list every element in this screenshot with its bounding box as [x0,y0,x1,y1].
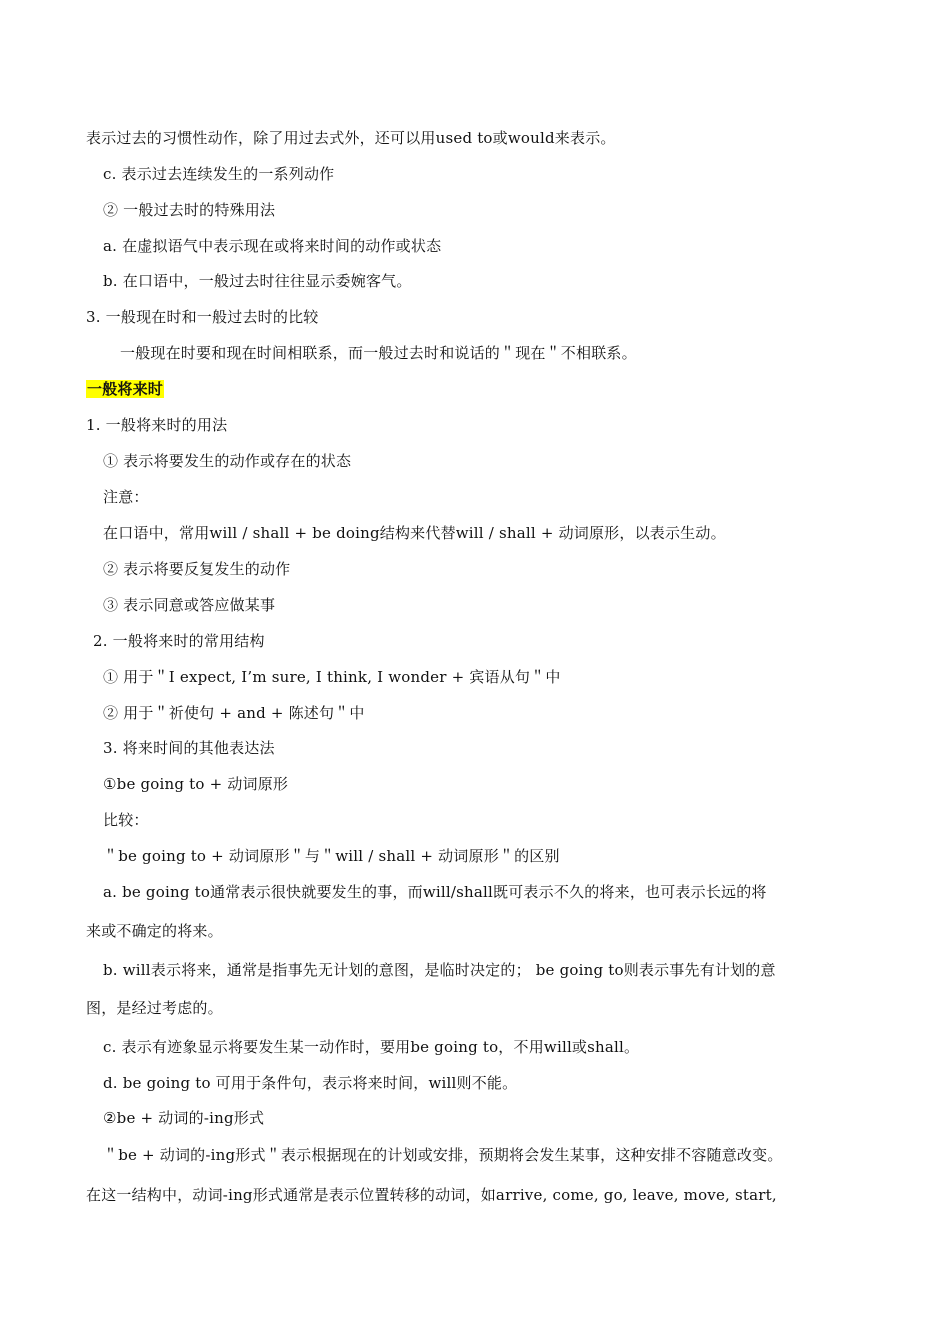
text-line: 来或不确定的将来。 [86,922,223,940]
text-line: ②be + 动词的-ing形式 [103,1109,265,1127]
text-line: 在口语中，常用will / shall + be doing结构来代替will / shall + 动词原形，以表示生动。 [103,524,726,542]
text-line: 表示过去的习惯性动作，除了用过去式外，还可以用used to或would来表示。 [86,129,616,147]
text-line: 2. 一般将来时的常用结构 [93,632,265,650]
text-line: ＂be going to + 动词原形＂与＂will / shall + 动词原形＂的区别 [103,847,560,865]
text-line: 3. 一般现在时和一般过去时的比较 [86,308,319,326]
text-line: c. 表示有迹象显示将要发生某一动作时，要用be going to，不用will或shall。 [103,1038,640,1056]
text-line: 3. 将来时间的其他表达法 [103,739,275,757]
text-line: 在这一结构中，动词-ing形式通常是表示位置转移的动词，如arrive, come, go, leave, move, start, [86,1186,777,1204]
text-line: ② 一般过去时的特殊用法 [103,201,276,219]
text-line: ＂be + 动词的-ing形式＂表示根据现在的计划或安排，预期将会发生某事，这种安排不容随意改变。 [103,1146,783,1164]
text-line: 注意： [103,488,149,506]
text-line: a. 在虚拟语气中表示现在或将来时间的动作或状态 [103,237,442,255]
text-line: ② 用于＂祈使句 + and + 陈述句＂中 [103,704,365,722]
text-line: ③ 表示同意或答应做某事 [103,596,276,614]
section-heading [86,379,164,399]
text-line: 比较： [103,811,149,829]
text-line: 图，是经过考虑的。 [86,999,223,1017]
text-line: ①be going to + 动词原形 [103,775,289,793]
text-line: d. be going to 可用于条件句，表示将来时间，will则不能。 [103,1074,518,1092]
text-line: 1. 一般将来时的用法 [86,416,228,434]
text-line: b. will表示将来，通常是指事先无计划的意图，是临时决定的； be going to则表示事先有计划的意 [103,961,776,979]
text-line: c. 表示过去连续发生的一系列动作 [103,165,335,183]
text-line: 一般现在时要和现在时间相联系，而一般过去时和说话的＂现在＂不相联系。 [120,344,637,362]
text-line: a. be going to通常表示很快就要发生的事，而will/shall既可表示不久的将来，也可表示长远的将 [103,883,767,901]
text-line: b. 在口语中，一般过去时往往显示委婉客气。 [103,272,412,290]
text-line: ① 用于＂I expect, I’m sure, I think, I wonder + 宾语从句＂中 [103,668,561,686]
text-line: ② 表示将要反复发生的动作 [103,560,291,578]
highlighted-heading: 一般将来时 [87,380,164,398]
text-line: ① 表示将要发生的动作或存在的状态 [103,452,352,470]
